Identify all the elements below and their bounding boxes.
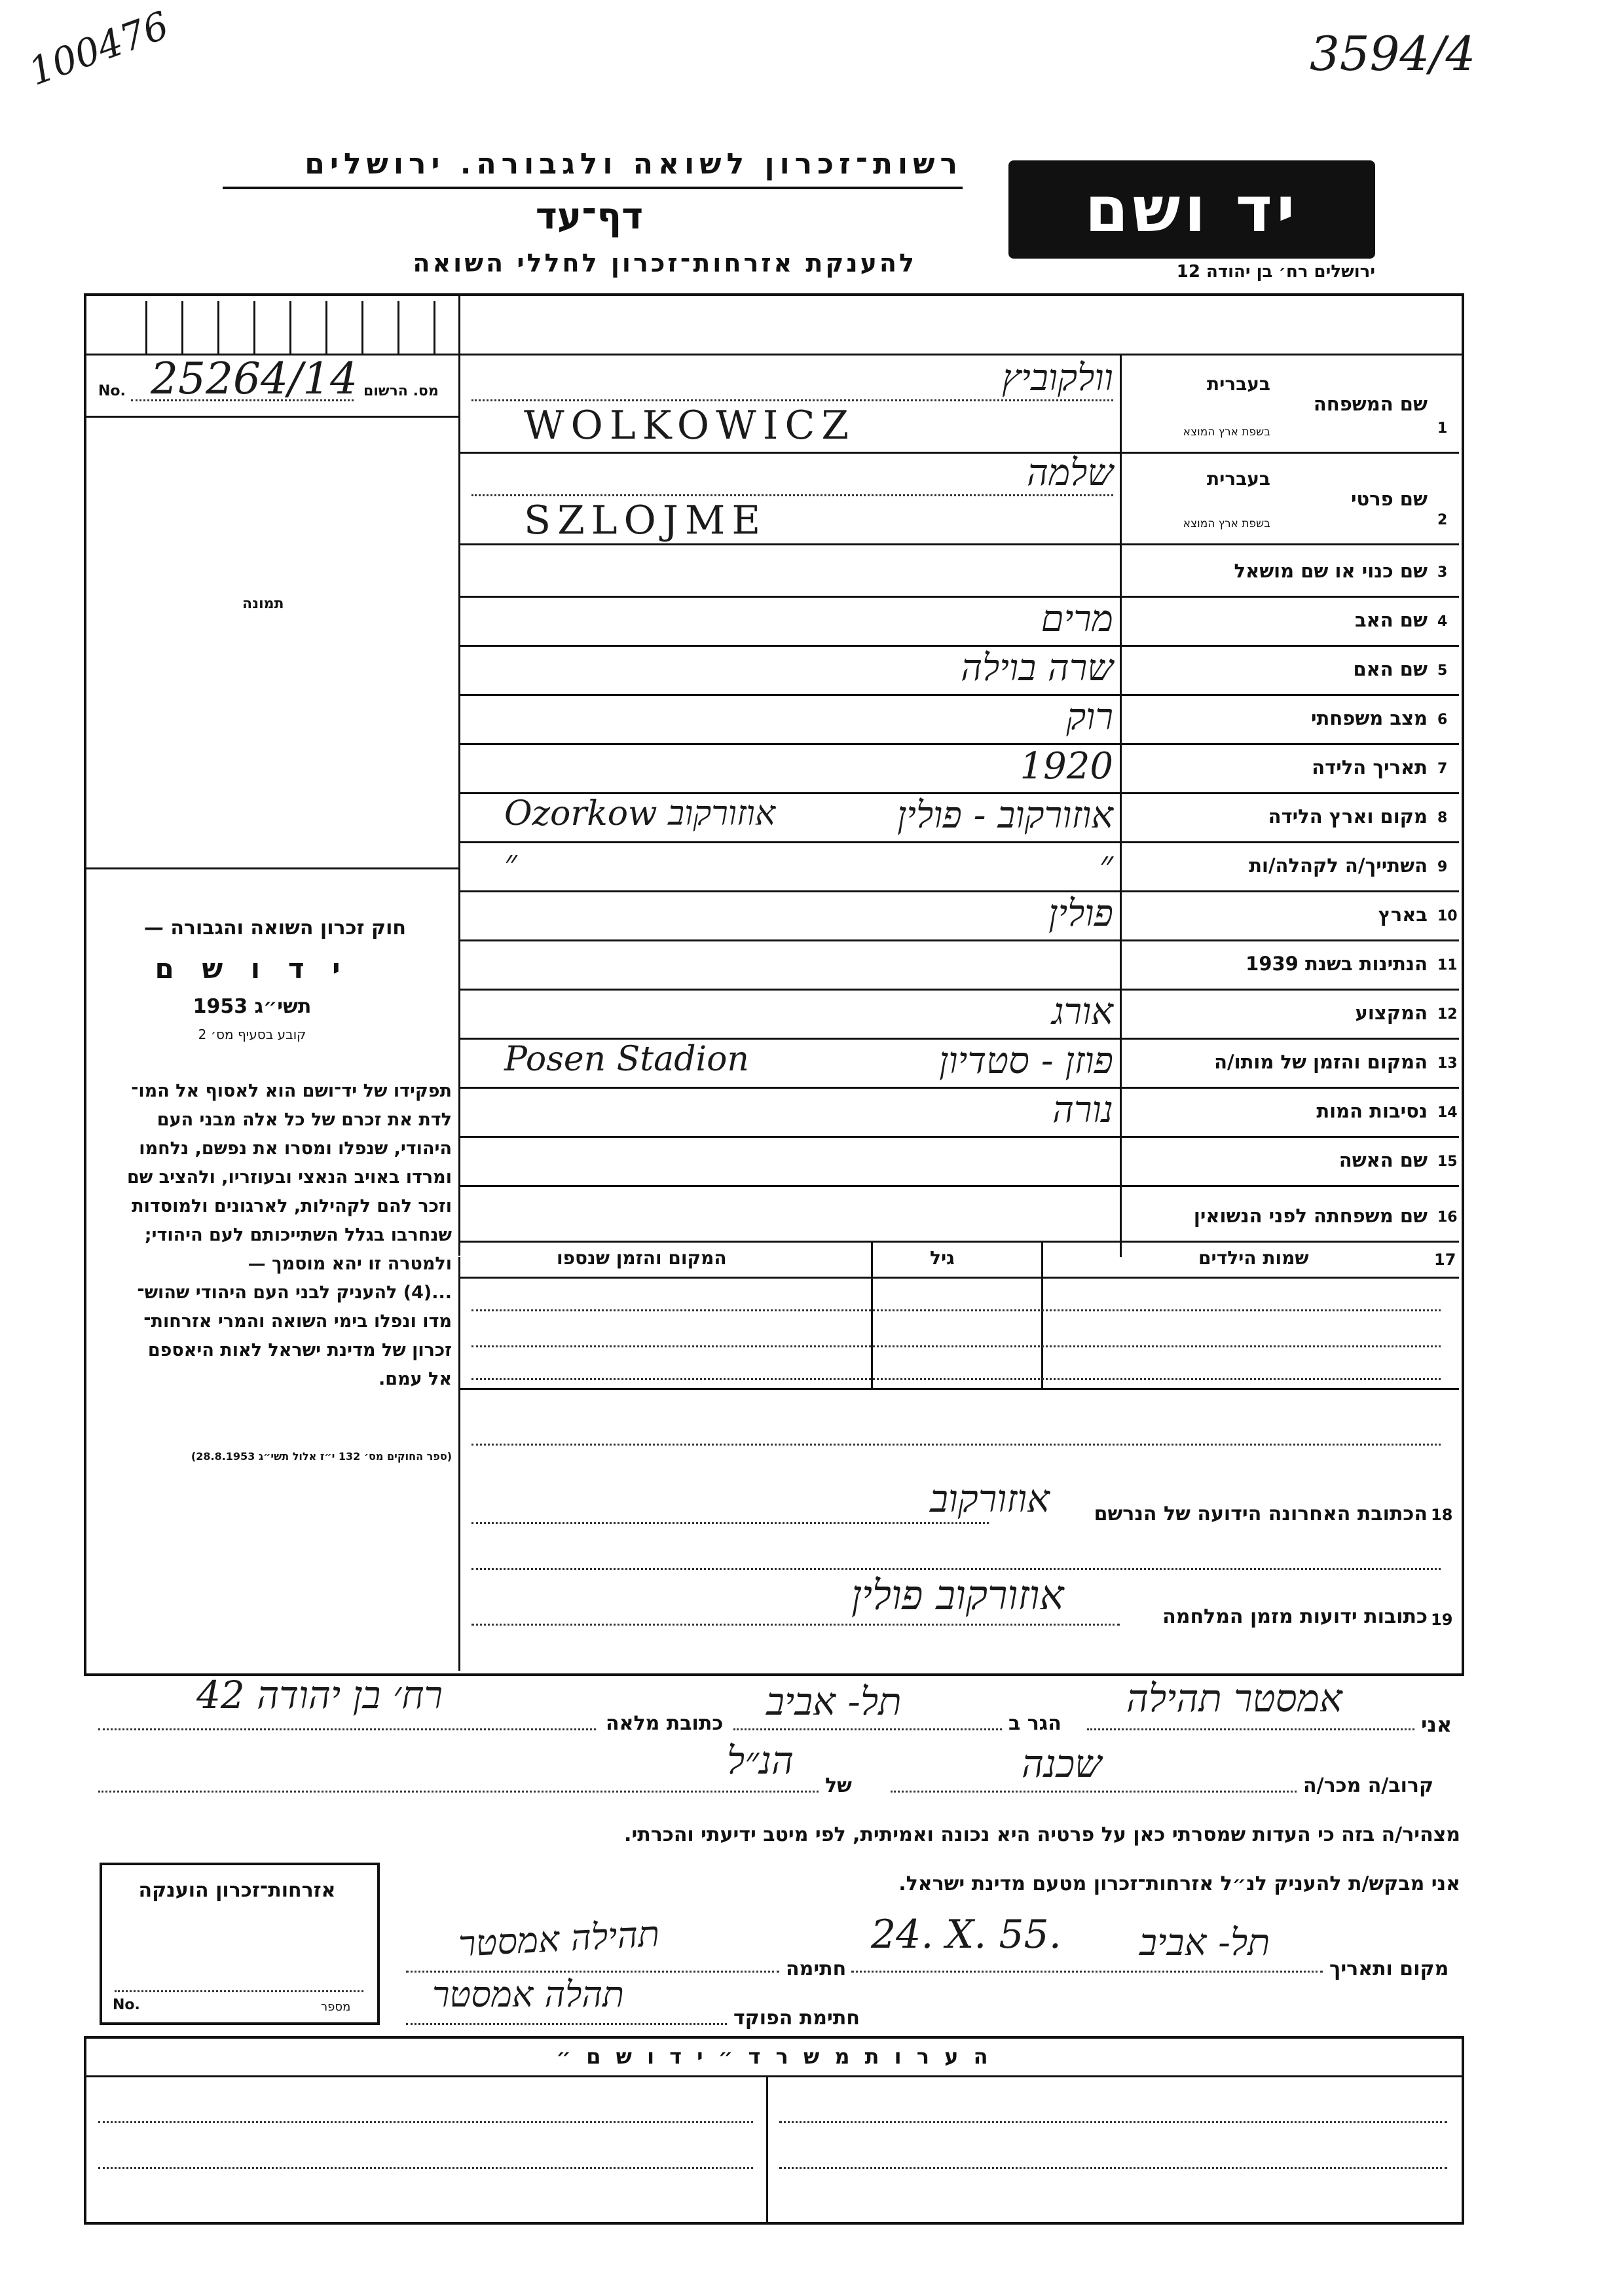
law-text-line: אל עמם. <box>378 1369 452 1389</box>
field-13-label: המקום והזמן של מותו/ה <box>1214 1051 1428 1073</box>
field-9-value[interactable]: ״ <box>1099 843 1113 886</box>
law-text-line: זכרון של מדינת ישראל לאות היאספם <box>147 1340 452 1360</box>
yad-vashem-logo: יד ושם <box>1008 160 1375 259</box>
field-3-label: שם כנוי או שם מושאל <box>1234 560 1428 582</box>
field-2-label: שם פרטי <box>1350 488 1428 510</box>
field-8-value-extra[interactable]: Ozorkow אוזורקוב <box>504 794 776 833</box>
address-line: ירושלים רח׳ בן יהודה 12 <box>1176 262 1375 282</box>
resides-label: הגר ב <box>1008 1712 1061 1735</box>
relative-label: קרוב/ה מכר/ה <box>1303 1774 1434 1797</box>
law-name: י ד ו ש ם <box>155 953 350 985</box>
main-form-frame <box>84 293 1464 1676</box>
place-value[interactable]: תל- אביב <box>1139 1922 1270 1964</box>
date-value[interactable]: 24. X. 55. <box>871 1912 1061 1958</box>
field-8-number: 8 <box>1437 810 1448 826</box>
field-13-number: 13 <box>1437 1055 1458 1072</box>
field-10-label: בארץ <box>1378 903 1428 926</box>
law-text <box>98 1077 452 1394</box>
law-source: (ספר החוקים מס׳ 132 י״ז אלול תשי״ג 28.8.1953) <box>191 1450 452 1463</box>
form-title: דף־עד <box>535 195 644 238</box>
children-age-header: גיל <box>930 1247 955 1269</box>
declaration-request: אני מבקש/ת להעניק לנ״ל אזרחות־זכרון מטעם מדינת ישראל. <box>898 1872 1460 1895</box>
field-1-sub-hebrew: בעברית <box>1206 373 1270 395</box>
field-11-label: הנתינות בשנת 1939 <box>1246 953 1428 975</box>
form-subtitle: להענקת אזרחות־זכרון לחללי השואה <box>413 249 917 278</box>
children-place-header: המקום והזמן שנספו <box>557 1247 727 1269</box>
field-1-value-origin[interactable]: WOLKOWICZ <box>524 403 856 448</box>
law-text-line: לדת את זכרם של כל אלה מבני העם <box>157 1110 452 1130</box>
law-reference: קובע בסעיף מס׳ 2 <box>198 1027 306 1042</box>
field-9-value-extra[interactable]: ״ <box>504 843 517 883</box>
field-14-label: נסיבות המות <box>1316 1100 1428 1122</box>
law-text-line: ומרדו באויב הנאצי ובעוזריו, ולהציב שם <box>126 1167 452 1188</box>
field-18-value[interactable]: אוזורקוב <box>930 1476 1050 1521</box>
field-12-value[interactable]: אורג <box>1052 991 1113 1033</box>
field-1-label: שם המשפחה <box>1313 393 1428 415</box>
field-2-value[interactable]: שלמה <box>1027 452 1113 494</box>
field-5-number: 5 <box>1437 663 1448 679</box>
photo-label: תמונה <box>242 596 284 612</box>
reg-no-hebrew-label: מס. הרשום <box>363 383 439 399</box>
declaration-statement: מצהיר/ה בזה כי העדות שמסרתי כאן על פרטיה היא נכונה ואמיתית, לפי מיטב ידיעתי והכרתי. <box>624 1823 1460 1846</box>
law-title: חוק זכרון השואה והגבורה — <box>143 917 406 939</box>
of-label: של <box>825 1774 852 1797</box>
law-text-line: ולמטרה זו יהא מוסמך — <box>248 1254 452 1274</box>
field-14-value[interactable]: נורה <box>1052 1089 1113 1131</box>
field-15-number: 15 <box>1437 1154 1458 1170</box>
field-9-label: השתייך/ה לקהלה/ות <box>1249 854 1428 877</box>
field-5-label: שם האם <box>1353 658 1428 680</box>
full-address-value[interactable]: רח׳ בן יהודה 42 <box>196 1673 443 1717</box>
field-10-number: 10 <box>1437 908 1458 924</box>
place-date-label: מקום ותאריך <box>1329 1958 1449 1980</box>
field-6-label: מצב משפחתי <box>1310 707 1428 729</box>
law-year: תשי״ג 1953 <box>193 995 312 1018</box>
field-9-number: 9 <box>1437 859 1448 875</box>
field-19-value[interactable]: אוזורקוב פולין <box>851 1571 1064 1619</box>
field-1-value[interactable]: וולקוביץ <box>1002 357 1113 399</box>
citizenship-title: אזרחות־זכרון הוענקה <box>138 1879 336 1902</box>
field-2-value-origin[interactable]: SZLOJME <box>524 498 767 543</box>
law-text-line: היהודי, שנפלו ומסרו את נפשם, נלחמו <box>139 1139 452 1159</box>
field-7-value[interactable]: 1920 <box>1020 745 1113 788</box>
officer-signature-label: חתימת הפוקד <box>733 2007 860 2030</box>
officer-signature-value[interactable]: תהלה אמסטר <box>432 1974 624 2015</box>
field-19-label: כתובות ידועות מזמן המלחמה <box>1162 1605 1428 1628</box>
field-13-value-extra[interactable]: Posen Stadion <box>504 1040 749 1079</box>
office-remarks-title: ה ע ר ו ת מ ש ר ד ״ י ד ו ש ם ״ <box>556 2044 992 2069</box>
field-19-number: 19 <box>1431 1611 1453 1629</box>
field-6-value[interactable]: רוק <box>1066 696 1113 738</box>
field-16-label: שם משפחתה לפני הנשואין <box>1193 1205 1428 1227</box>
relative-value[interactable]: שכנה <box>1022 1741 1102 1786</box>
reg-no-value: 25264/14 <box>151 354 358 404</box>
declaration-i-label: אני <box>1421 1712 1452 1737</box>
citizenship-number-label: מספר <box>321 2000 351 2014</box>
field-10-value[interactable]: פולין <box>1048 892 1113 935</box>
field-4-value[interactable]: מרים <box>1041 598 1113 640</box>
resides-value[interactable]: תל- אביב <box>766 1679 902 1724</box>
authority-title: רשות־זכרון לשואה ולגבורה. ירושלים <box>304 147 963 181</box>
corner-number-right: 3594/4 <box>1310 26 1476 81</box>
field-14-number: 14 <box>1437 1104 1458 1121</box>
field-15-label: שם האשה <box>1338 1149 1428 1171</box>
law-text-line: ...(4) להעניק לבני העם היהודי שהוש־ <box>137 1283 452 1303</box>
law-text-line: מדו ונפלו בימי השואה והמרי אזרחות־ <box>143 1311 452 1332</box>
field-2-sub-hebrew: בעברית <box>1206 468 1270 490</box>
field-8-label: מקום וארץ הלידה <box>1268 805 1428 828</box>
field-7-number: 7 <box>1437 761 1448 777</box>
signature-label: חתימה <box>786 1958 847 1980</box>
field-5-value[interactable]: שרה בוילה <box>961 647 1113 689</box>
signature-value[interactable]: תהילה אמסטר <box>457 1913 661 1965</box>
field-8-value[interactable]: אוזורקוב - פולין <box>896 794 1113 837</box>
field-18-number: 18 <box>1431 1506 1453 1524</box>
field-2-number: 2 <box>1437 512 1448 528</box>
corner-note-left: 100476 <box>23 3 175 94</box>
field-12-label: המקצוע <box>1355 1002 1428 1024</box>
field-12-number: 12 <box>1437 1006 1458 1023</box>
law-text-line: שנחרבו בגלל השתייכותם לעם היהודי; <box>144 1225 452 1245</box>
law-text-line: תפקידו של יד־ושם הוא לאסוף אל המו־ <box>131 1081 452 1101</box>
declaration-i-value[interactable]: אמסטר תהילה <box>1126 1676 1342 1721</box>
of-value[interactable]: הנ״ל <box>727 1738 794 1783</box>
field-16-number: 16 <box>1437 1209 1458 1226</box>
field-1-number: 1 <box>1437 420 1448 437</box>
citizenship-no-label: No. <box>113 1997 140 2013</box>
field-4-number: 4 <box>1437 613 1448 630</box>
reg-no-label: No. <box>98 383 126 399</box>
field-2-sub-origin: בשפת ארץ המוצא <box>1183 517 1270 530</box>
children-name-header: שמות הילדים <box>1198 1247 1309 1269</box>
field-13-value[interactable]: פוזן - סטדיון <box>939 1040 1113 1082</box>
field-1-sub-origin: בשפת ארץ המוצא <box>1183 426 1270 439</box>
field-4-label: שם האב <box>1354 609 1428 631</box>
law-text-line: וזכר להם לקהילות, לארגונים ולמוסדות <box>132 1196 452 1216</box>
field-7-label: תאריך הלידה <box>1312 756 1428 778</box>
field-17-number: 17 <box>1434 1250 1456 1269</box>
field-11-number: 11 <box>1437 957 1458 974</box>
full-address-label: כתובת מלאה <box>606 1712 724 1735</box>
field-3-number: 3 <box>1437 564 1448 581</box>
field-18-label: הכתובת האחרונה הידועה של הנרשם <box>1094 1503 1428 1525</box>
field-6-number: 6 <box>1437 712 1448 728</box>
